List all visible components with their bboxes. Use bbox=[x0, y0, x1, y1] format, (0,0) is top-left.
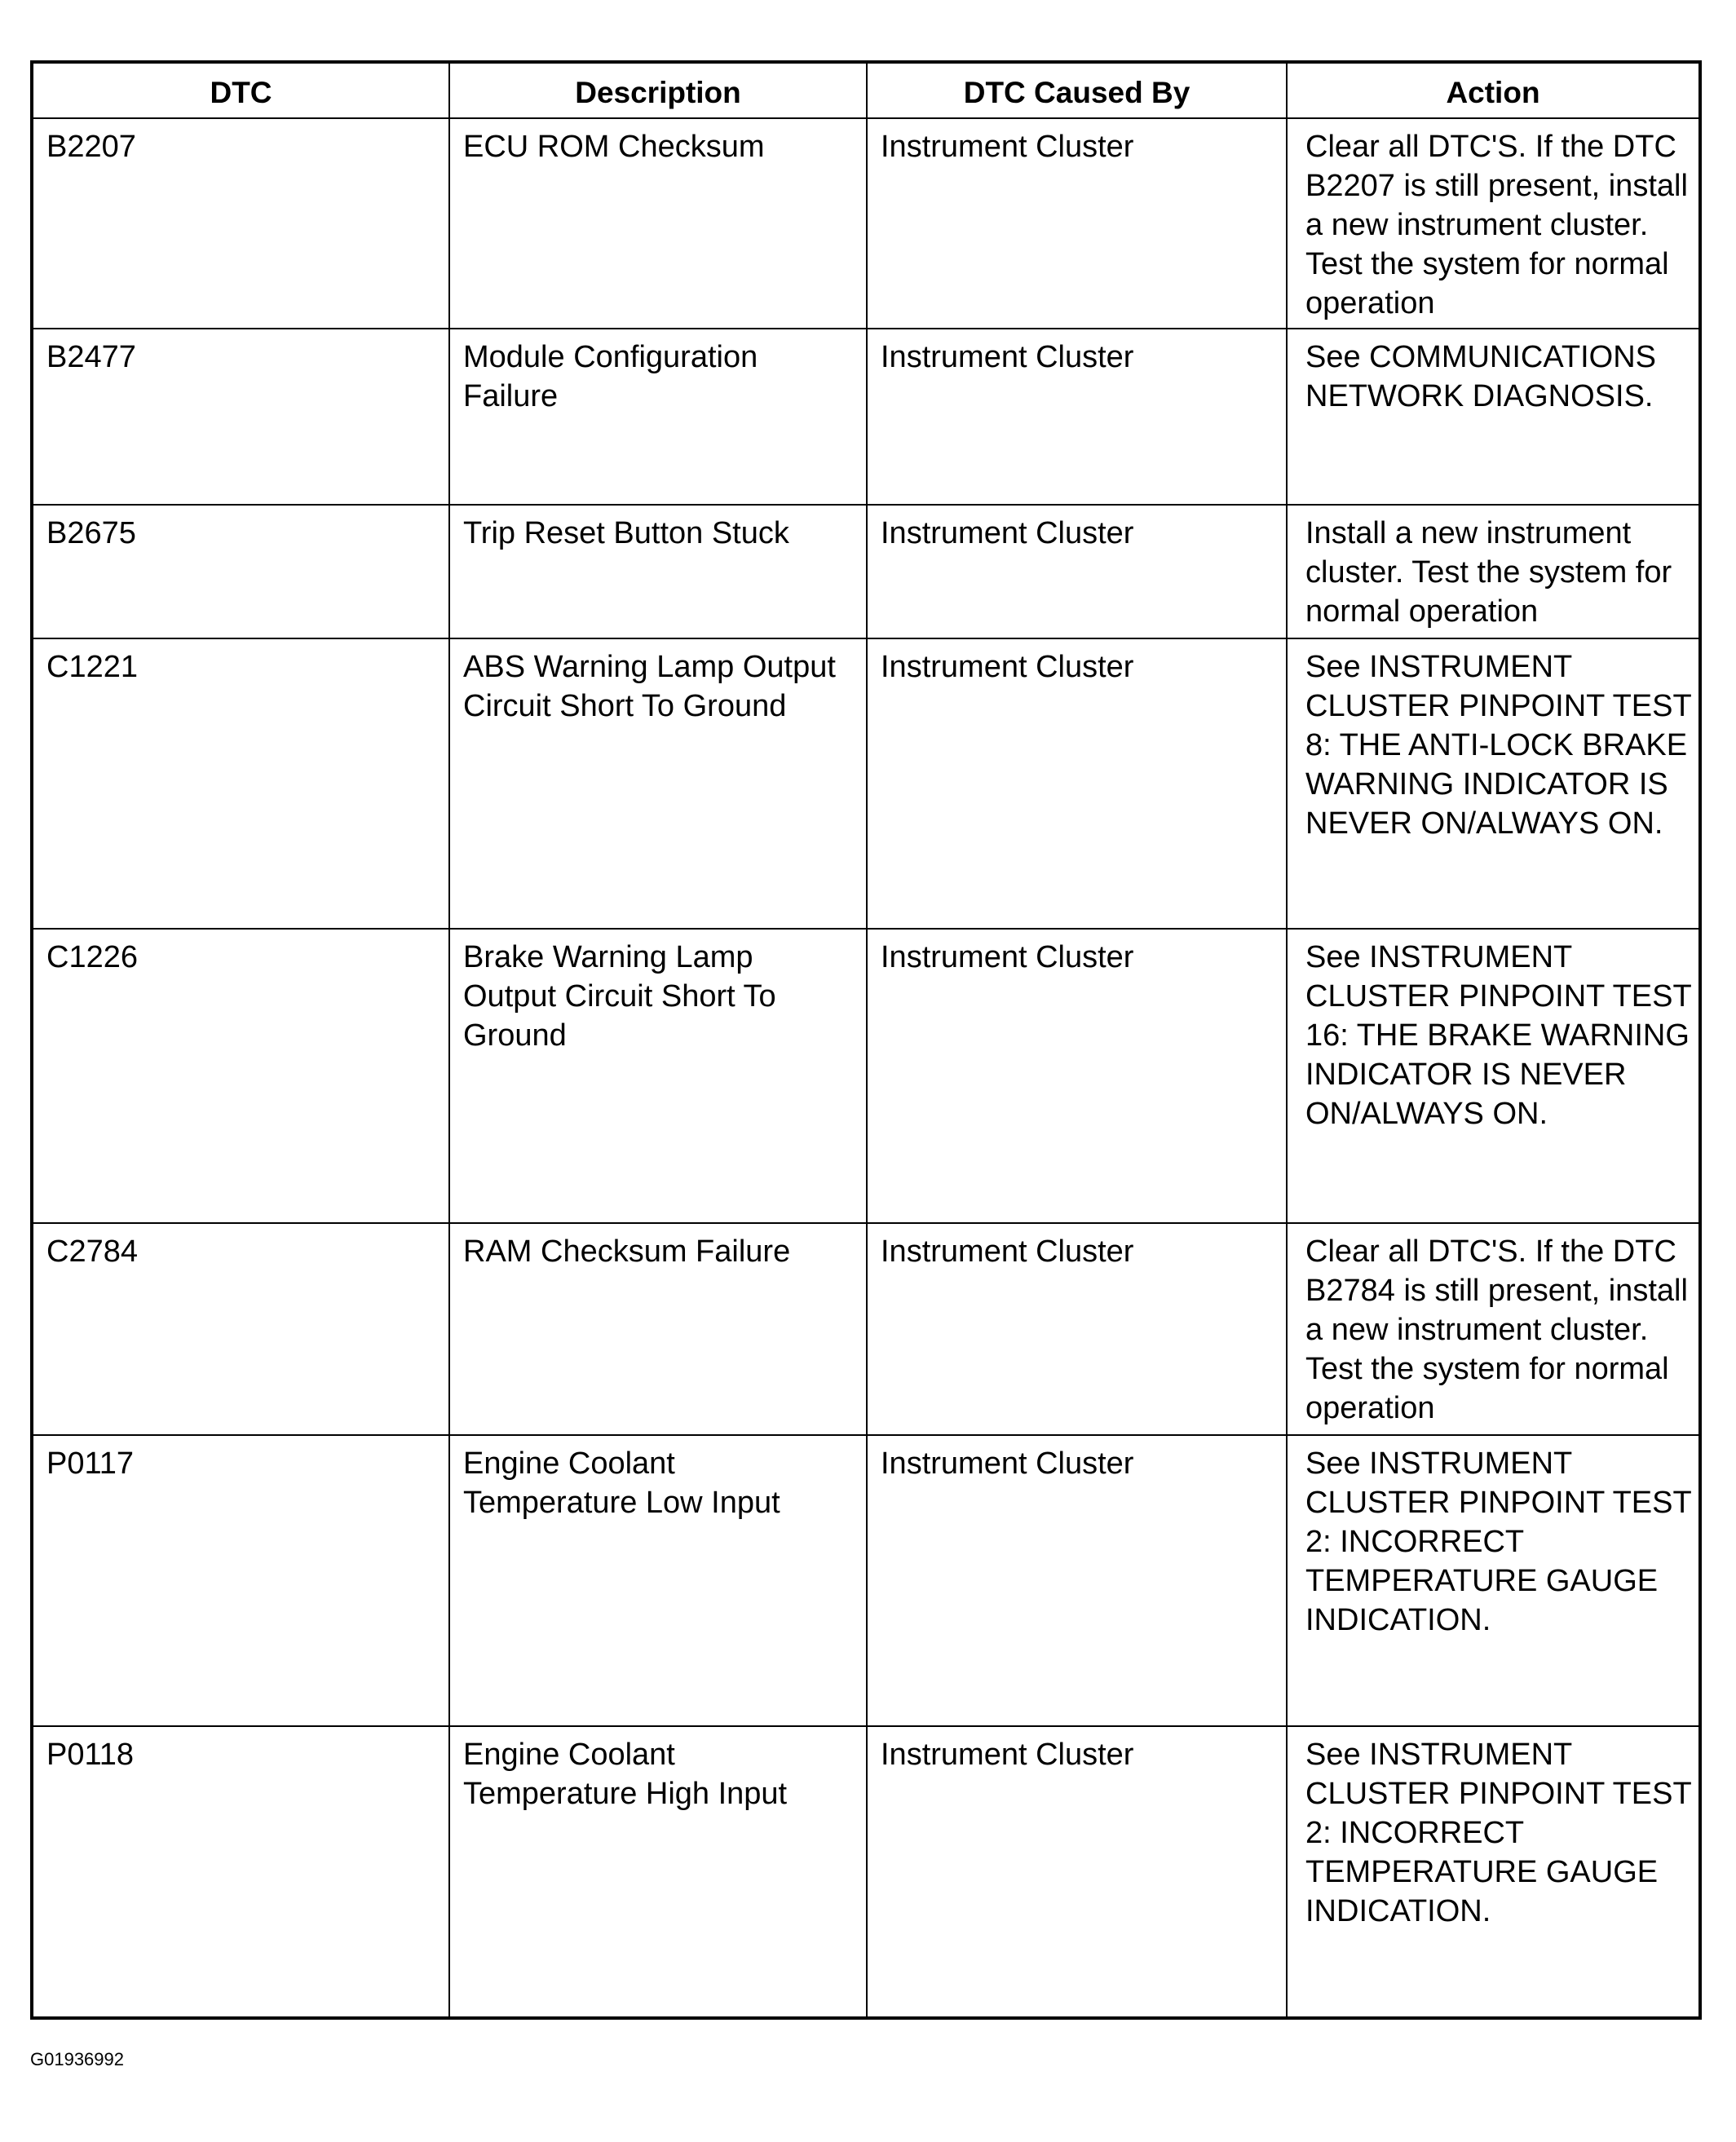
table-row bbox=[32, 329, 1700, 505]
cell-dtc: B2675 bbox=[32, 505, 449, 638]
cell-description: ABS Warning Lamp Output Circuit Short To Ground bbox=[449, 638, 867, 929]
header-dtc: DTC bbox=[32, 62, 449, 118]
cell-caused-by: Instrument Cluster bbox=[867, 929, 1287, 1223]
header-row bbox=[32, 62, 1700, 118]
cell-description: ECU ROM Checksum bbox=[449, 118, 867, 329]
cell-dtc: C1221 bbox=[32, 638, 449, 929]
figure-id: G01936992 bbox=[30, 2049, 124, 2069]
table-row bbox=[32, 1223, 1700, 1435]
cell-action: See INSTRUMENT CLUSTER PINPOINT TEST 16: THE BRAKE WARNING INDICATOR IS NEVER ON/ALWAYS ON. bbox=[1287, 929, 1700, 1223]
cell-action: See INSTRUMENT CLUSTER PINPOINT TEST 2: INCORRECT TEMPERATURE GAUGE INDICATION. bbox=[1287, 1726, 1700, 2018]
cell-caused-by: Instrument Cluster bbox=[867, 118, 1287, 329]
cell-dtc: P0118 bbox=[32, 1726, 449, 2018]
cell-action: Install a new instrument cluster. Test the system for normal operation bbox=[1287, 505, 1700, 638]
cell-dtc: C1226 bbox=[32, 929, 449, 1223]
cell-dtc: B2477 bbox=[32, 329, 449, 505]
cell-dtc: B2207 bbox=[32, 118, 449, 329]
table-row bbox=[32, 929, 1700, 1223]
header-caused-by: DTC Caused By bbox=[867, 62, 1287, 118]
header-action: Action bbox=[1287, 62, 1700, 118]
table-row bbox=[32, 1435, 1700, 1726]
table-row bbox=[32, 505, 1700, 638]
cell-caused-by: Instrument Cluster bbox=[867, 505, 1287, 638]
cell-description: Trip Reset Button Stuck bbox=[449, 505, 867, 638]
cell-caused-by: Instrument Cluster bbox=[867, 1726, 1287, 2018]
cell-description: Engine Coolant Temperature High Input bbox=[449, 1726, 867, 2018]
cell-caused-by: Instrument Cluster bbox=[867, 1435, 1287, 1726]
cell-caused-by: Instrument Cluster bbox=[867, 329, 1287, 505]
cell-description: RAM Checksum Failure bbox=[449, 1223, 867, 1435]
table-row bbox=[32, 1726, 1700, 2018]
table-row bbox=[32, 118, 1700, 329]
cell-dtc: P0117 bbox=[32, 1435, 449, 1726]
cell-action: See INSTRUMENT CLUSTER PINPOINT TEST 2: INCORRECT TEMPERATURE GAUGE INDICATION. bbox=[1287, 1435, 1700, 1726]
cell-caused-by: Instrument Cluster bbox=[867, 1223, 1287, 1435]
dtc-table bbox=[30, 60, 1702, 2020]
table-row bbox=[32, 638, 1700, 929]
cell-description: Engine Coolant Temperature Low Input bbox=[449, 1435, 867, 1726]
cell-action: See COMMUNICATIONS NETWORK DIAGNOSIS. bbox=[1287, 329, 1700, 505]
header-description: Description bbox=[449, 62, 867, 118]
cell-action: See INSTRUMENT CLUSTER PINPOINT TEST 8: THE ANTI-LOCK BRAKE WARNING INDICATOR IS NEVER ON/ALWAYS ON. bbox=[1287, 638, 1700, 929]
cell-description: Brake Warning Lamp Output Circuit Short To Ground bbox=[449, 929, 867, 1223]
cell-caused-by: Instrument Cluster bbox=[867, 638, 1287, 929]
cell-dtc: C2784 bbox=[32, 1223, 449, 1435]
cell-description: Module Configuration Failure bbox=[449, 329, 867, 505]
cell-action: Clear all DTC'S. If the DTC B2207 is still present, install a new instrument cluster. Test the system for normal operation bbox=[1287, 118, 1700, 329]
cell-action: Clear all DTC'S. If the DTC B2784 is still present, install a new instrument cluster. Test the system for normal operation bbox=[1287, 1223, 1700, 1435]
